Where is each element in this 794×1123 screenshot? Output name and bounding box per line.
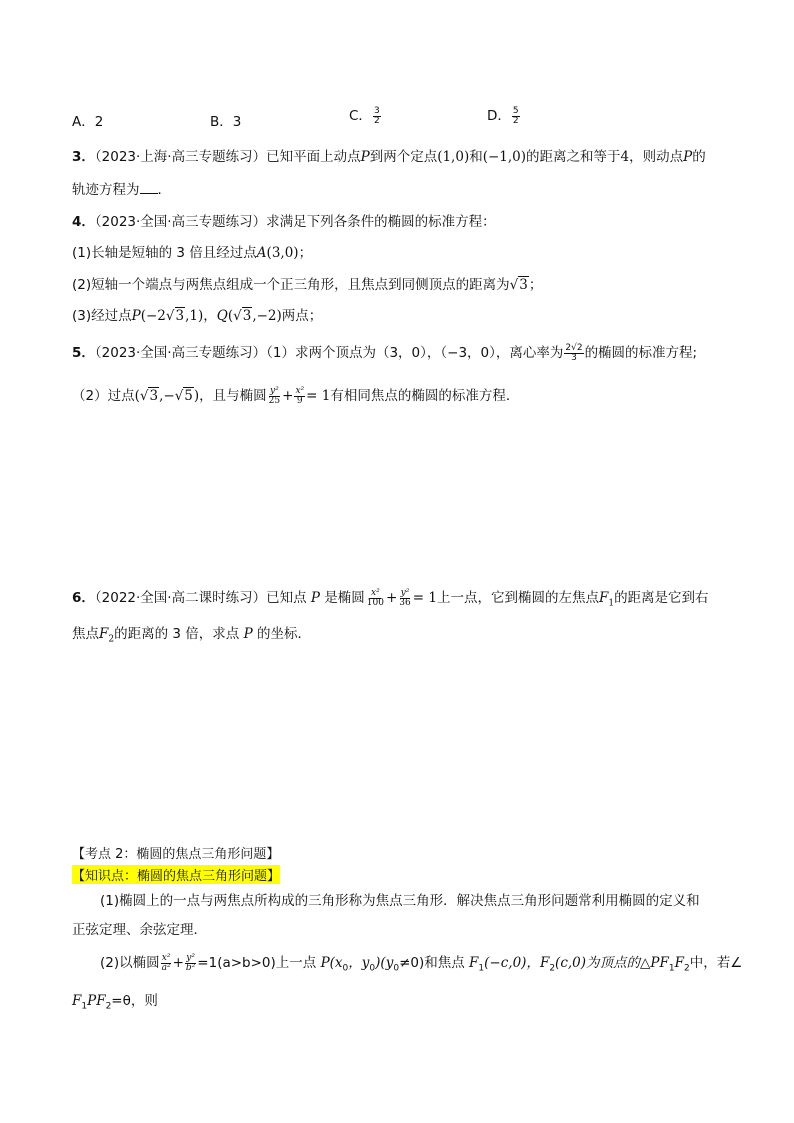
choice-a-value: 2	[94, 114, 104, 130]
question-source: （2023·上海·高三专题练习）	[94, 149, 267, 165]
ellipse-term-x: $\frac{\text{x²}}{100}$	[366, 587, 384, 608]
choice-c-fraction: $\frac{3}{2}$	[373, 105, 380, 126]
question-3-line-2: 轨迹方程为 ．	[72, 182, 171, 198]
question-number: 6．	[72, 590, 95, 606]
question-source: （2022·全国·高二课时练习）	[94, 590, 267, 606]
choice-a	[72, 110, 103, 130]
ellipse-term-x: $\frac{\text{x²}}{9}$	[295, 385, 305, 406]
question-3-line-1: 3．（2023·上海·高三专题练习）已知平面上动点P到两个定点(1,0)和(−1,0)的距离之和等于4，则动点P的	[72, 149, 706, 165]
question-5-line-1: 5．（2023·全国·高三专题练习）（1）求两个顶点为（3，0），（−3，0），离心率为 $\frac{2√2}{3}$ 的椭圆的标准方程;	[72, 342, 698, 363]
question-number: 5．	[72, 345, 95, 361]
knowledge-paragraph-2-cont: $F_1PF_2=\theta$，则	[72, 993, 158, 1012]
ellipse-term-y: $\frac{\text{y²}}{25}$	[268, 385, 281, 406]
question-4-stem: 4．（2023·全国·高三专题练习）求满足下列各条件的椭圆的标准方程：	[72, 214, 496, 230]
question-6-line-2: 焦点$F_2$的距离的 3 倍，求点 P 的坐标．	[72, 626, 311, 645]
ellipse-term-y: $\frac{\text{y²}}{\text{b²}}$	[185, 952, 196, 973]
knowledge-point-heading: 【知识点：椭圆的焦点三角形问题】	[72, 865, 280, 884]
question-6-line-1: 6．（2022·全国·高二课时练习）已知点 P 是椭圆 $\frac{\text{x²}}{100}$ + $\frac{\text{y²}}{36}$ = 1上一点，它到椭圆的左焦点$F_1$的距离是它到右	[72, 587, 709, 609]
question-4-part-3: (3)经过点P(−2√3,1)，Q(√3,−2)两点；	[72, 308, 323, 324]
answer-blank	[140, 183, 158, 194]
choice-b-letter: B．	[210, 114, 233, 130]
eccentricity-fraction: $\frac{2√2}{3}$	[565, 342, 583, 363]
question-4-part-2: (2)短轴一个端点与两焦点组成一个正三角形，且焦点到同侧顶点的距离为√3；	[72, 277, 543, 293]
choice-b-value: 3	[232, 114, 242, 130]
question-4-part-1: (1)长轴是短轴的 3 倍且经过点A(3,0)；	[72, 245, 313, 261]
choice-a-letter: A．	[72, 114, 95, 130]
question-number: 3．	[72, 149, 95, 165]
choice-b	[210, 110, 241, 130]
choice-c	[349, 104, 382, 126]
knowledge-paragraph-2: (2)以椭圆 $\frac{\text{x²}}{\text{a²}}$ + $\frac{\text{y²}}{\text{b²}}$ =1(a>b>0)上一点 $P(x_0$，$y_0)(y_0\ne 0)$和焦点 $F_1(-c,0)$，$F_2(c,0)$为顶点的$\triangle PF_1F_2$中，若∠	[100, 952, 743, 974]
choice-d-fraction: $\frac{5}{2}$	[512, 105, 519, 126]
knowledge-paragraph-1-cont: 正弦定理、余弦定理．	[72, 922, 207, 938]
section-title: 【考点 2：椭圆的焦点三角形问题】	[72, 847, 280, 862]
ellipse-term-x: $\frac{\text{x²}}{\text{a²}}$	[161, 952, 171, 973]
choice-d-letter: D．	[487, 108, 511, 124]
choice-d	[487, 104, 521, 126]
sqrt-expression: √3	[509, 277, 528, 293]
ellipse-term-y: $\frac{\text{y²}}{36}$	[399, 587, 411, 608]
question-source: （2023·全国·高三专题练习）	[94, 345, 267, 361]
question-number: 4．	[72, 214, 95, 230]
choice-c-letter: C．	[349, 108, 372, 124]
knowledge-paragraph-1: (1)椭圆上的一点与两焦点所构成的三角形称为焦点三角形．解决焦点三角形问题常利用椭圆的定义和	[100, 893, 700, 909]
question-source: （2023·全国·高三专题练习）	[94, 214, 267, 230]
question-5-line-2: （2）过点(√3,−√5)，且与椭圆 $\frac{\text{y²}}{25}$ + $\frac{\text{x²}}{9}$ = 1有相同焦点的椭圆的标准方程．	[72, 385, 520, 406]
